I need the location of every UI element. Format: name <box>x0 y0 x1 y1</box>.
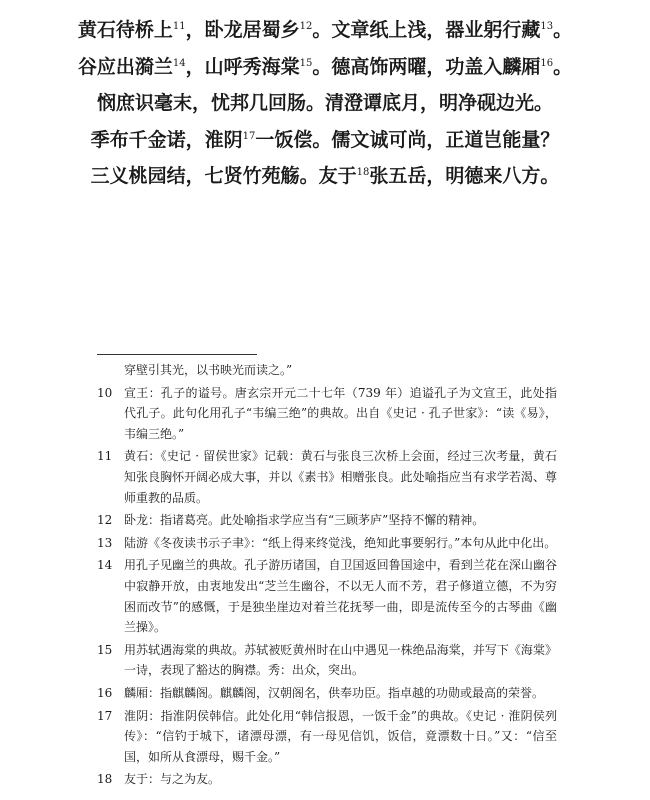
footnote-marker: 12 <box>299 21 313 32</box>
footnote-list <box>97 383 557 790</box>
footnote-text: 用苏轼遇海棠的典故。苏轼被贬黄州时在山中遇见一株绝品海棠，并写下《海棠》一诗，表现了豁达的胸襟。秀：出众，突出。 <box>124 642 557 678</box>
footnote-number: 13 <box>97 535 113 550</box>
poem-text: 张五岳，明德来八方。 <box>369 165 560 187</box>
poem-text: 谷应出漪兰 <box>77 55 173 78</box>
poem <box>0 12 650 195</box>
footnote-marker: 13 <box>540 21 554 32</box>
footnote-number: 11 <box>97 449 113 464</box>
poem-text: 三义桃园结，七贤竹苑觞。友于 <box>90 165 357 187</box>
footnote-number: 18 <box>97 772 113 787</box>
footnote <box>97 706 557 768</box>
footnote-separator <box>97 354 257 355</box>
footnote <box>97 769 557 790</box>
footnote-number: 15 <box>97 642 113 657</box>
footnote-marker: 16 <box>540 57 554 69</box>
footnote-number: 10 <box>97 385 113 400</box>
footnote <box>97 510 557 531</box>
poem-line <box>0 158 650 195</box>
poem-line <box>0 85 650 122</box>
footnote <box>97 640 557 681</box>
footnote <box>97 683 557 704</box>
footnote-number: 14 <box>97 558 113 573</box>
footnote-number: 16 <box>97 685 113 700</box>
footnote-marker: 18 <box>356 167 370 178</box>
poem-line <box>0 12 650 49</box>
footnote-number: 17 <box>97 708 113 723</box>
footnote-continuation: 穿壁引其光，以书映光而读之。” <box>124 363 293 377</box>
poem-line <box>0 49 650 86</box>
poem-text: ，卧龙居蜀乡 <box>185 19 300 41</box>
footnote-text: 卧龙：指诸葛亮。此处喻指求学应当有“三顾茅庐”坚持不懈的精神。 <box>124 513 485 528</box>
poem-text: 。 <box>553 55 573 78</box>
footnote <box>97 383 557 445</box>
poem-text: ，山呼秀海棠 <box>185 55 300 78</box>
footnote-marker: 14 <box>172 57 186 69</box>
poem-text: 一饭偿。儒文诚可尚，正道岂能量？ <box>255 128 560 151</box>
footnote <box>97 533 557 554</box>
poem-text: 。德高饰两曜，功盖入麟厢 <box>312 55 541 78</box>
footnote-text: 黄石：《史记 · 留侯世家》记载：黄石与张良三次桥上会面，经过三次考量，黄石知张良胸怀开阔必成大事，并以《素书》相赠张良。此处喻指应当有求学若渴、尊师重教的品质。 <box>124 449 557 505</box>
footnote-text: 陆游《冬夜读书示子聿》：“纸上得来终觉浅，绝知此事要躬行。”本句从此中化出。 <box>124 535 557 550</box>
poem-text: 。 <box>553 19 573 41</box>
footnote-text: 麟厢：指麒麟阁。麒麟阁，汉朝阁名，供奉功臣。指卓越的功勋或最高的荣誉。 <box>124 685 545 700</box>
footnote-text: 淮阴：指淮阴侯韩信。此处化用“韩信报恩，一饭千金”的典故。《史记 · 淮阴侯列传》：“信钓于城下，诸漂母漂，有一母见信饥，饭信，竟漂数十日。”又：“信至国，如所从食漂母，赐千金。” <box>124 708 557 764</box>
footnote-marker: 15 <box>299 57 313 69</box>
footnote-marker: 17 <box>242 130 256 142</box>
footnote-number: 12 <box>97 513 113 528</box>
poem-text: 悯庶识毫末，忧邦几回肠。清澄谭底月，明净砚边光。 <box>96 92 553 114</box>
poem-line <box>0 122 650 159</box>
poem-text: 黄石待桥上 <box>77 19 173 41</box>
footnote <box>97 446 557 508</box>
footnote-text: 友于：与之为友。 <box>124 772 221 787</box>
footnote-text: 用孔子见幽兰的典故。孔子游历诸国，自卫国返回鲁国途中，看到兰花在深山幽谷中寂静开放，由衷地发出“芝兰生幽谷，不以无人而不芳，君子修道立德，不为穷困而改节”的感慨，于是独坐崖边对着兰花抚琴一曲，即是流传至今的古琴曲《幽兰操》。 <box>124 558 557 635</box>
footnotes <box>97 360 557 792</box>
footnote <box>97 555 557 637</box>
poem-text: 。文章纸上浅，器业躬行藏 <box>312 19 541 41</box>
footnote-text: 宣王：孔子的谥号。唐玄宗开元二十七年（739 年）追谥孔子为文宣王，此处指代孔子。此句化用孔子“韦编三绝”的典故。出自《史记 · 孔子世家》：“读《易》，韦编三绝。” <box>124 385 557 441</box>
footnote-marker: 11 <box>172 21 186 32</box>
poem-text: 季布千金诺，淮阴 <box>90 128 243 151</box>
